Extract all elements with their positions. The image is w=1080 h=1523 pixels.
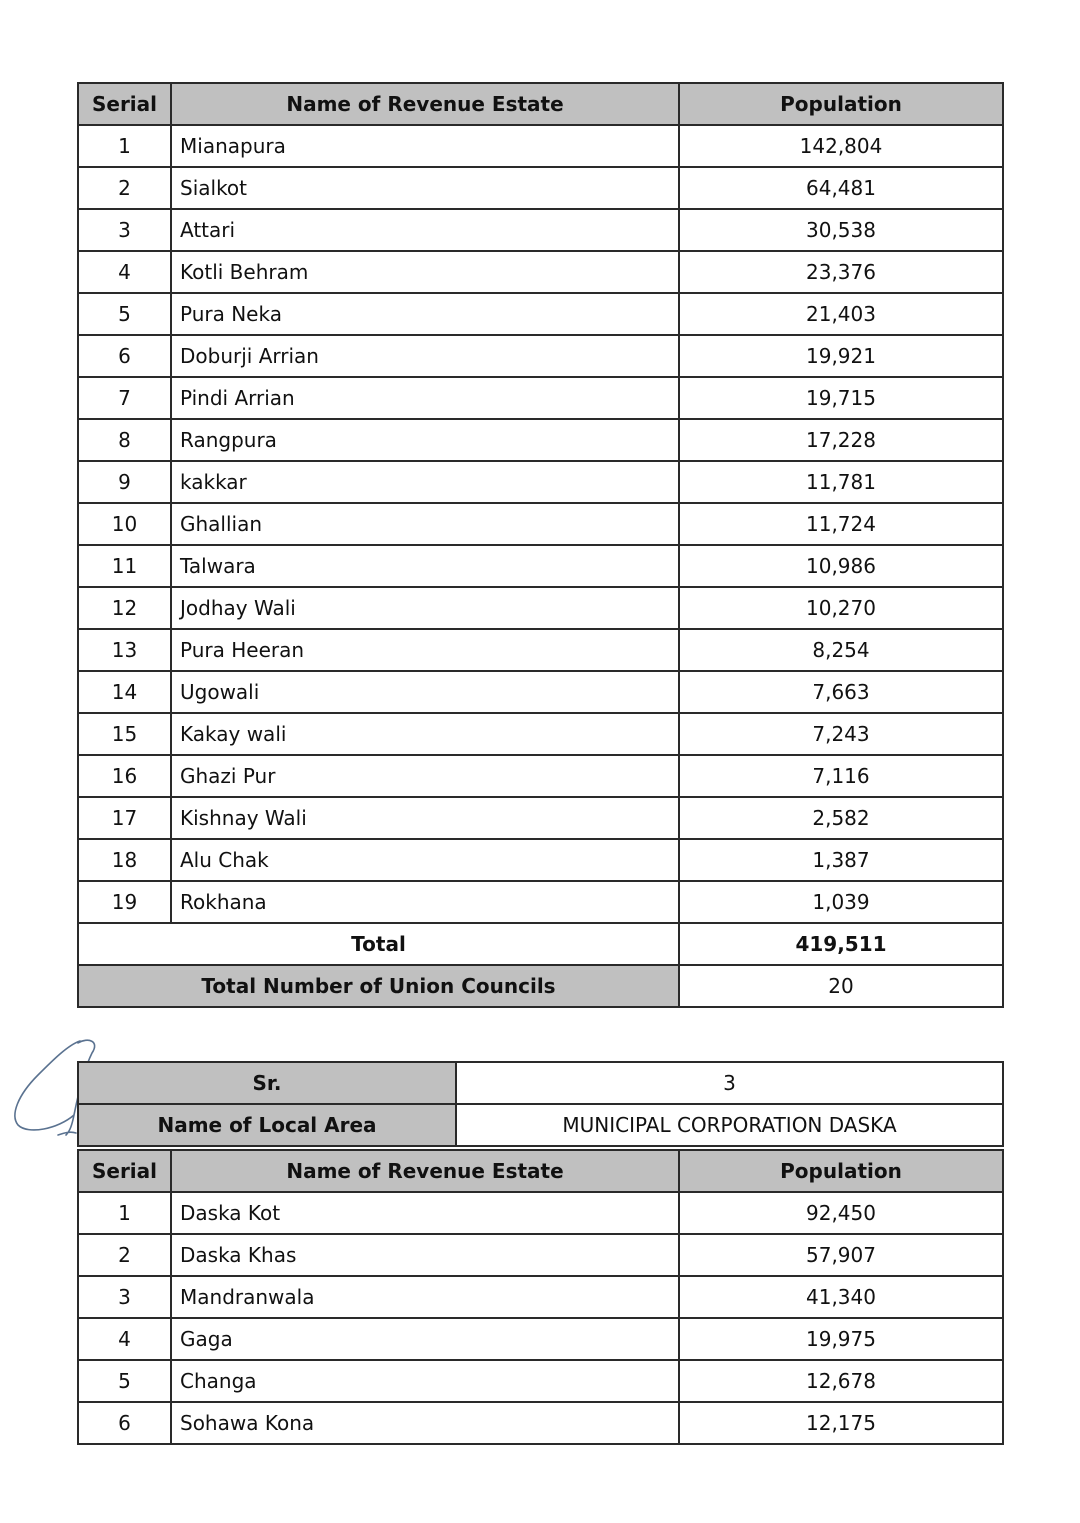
estate-name-cell: Ghazi Pur — [171, 755, 679, 797]
serial-cell: 6 — [78, 335, 171, 377]
estate-name-cell: Pindi Arrian — [171, 377, 679, 419]
table-row — [78, 1192, 1003, 1234]
local-area-table — [77, 1061, 1004, 1147]
serial-cell: 10 — [78, 503, 171, 545]
serial-cell: 14 — [78, 671, 171, 713]
serial-cell: 6 — [78, 1402, 171, 1444]
estate-name-cell: Mandranwala — [171, 1276, 679, 1318]
local-area-value: MUNICIPAL CORPORATION DASKA — [456, 1104, 1003, 1146]
table-row — [78, 755, 1003, 797]
estate-name-cell: Pura Heeran — [171, 629, 679, 671]
population-cell: 41,340 — [679, 1276, 1003, 1318]
population-cell: 11,781 — [679, 461, 1003, 503]
daska-revenue-estates-table — [77, 1149, 1004, 1445]
population-cell: 17,228 — [679, 419, 1003, 461]
total-label: Total — [78, 923, 679, 965]
table-row — [78, 1402, 1003, 1444]
header-serial: Serial — [78, 1150, 171, 1192]
serial-cell: 17 — [78, 797, 171, 839]
estate-name-cell: Doburji Arrian — [171, 335, 679, 377]
estate-name-cell: Changa — [171, 1360, 679, 1402]
estate-name-cell: Sialkot — [171, 167, 679, 209]
serial-cell: 2 — [78, 167, 171, 209]
population-cell: 12,175 — [679, 1402, 1003, 1444]
serial-cell: 2 — [78, 1234, 171, 1276]
table-row — [78, 629, 1003, 671]
table-row — [78, 293, 1003, 335]
table-row — [78, 1276, 1003, 1318]
population-cell: 57,907 — [679, 1234, 1003, 1276]
population-cell: 19,715 — [679, 377, 1003, 419]
table-row — [78, 1234, 1003, 1276]
population-cell: 19,921 — [679, 335, 1003, 377]
table-row — [78, 1318, 1003, 1360]
serial-cell: 1 — [78, 1192, 171, 1234]
sr-row — [78, 1062, 1003, 1104]
population-cell: 7,116 — [679, 755, 1003, 797]
population-cell: 30,538 — [679, 209, 1003, 251]
estate-name-cell: Alu Chak — [171, 839, 679, 881]
table-row — [78, 377, 1003, 419]
estate-name-cell: kakkar — [171, 461, 679, 503]
population-cell: 19,975 — [679, 1318, 1003, 1360]
population-cell: 10,986 — [679, 545, 1003, 587]
union-councils-label: Total Number of Union Councils — [78, 965, 679, 1007]
table-row — [78, 419, 1003, 461]
population-cell: 21,403 — [679, 293, 1003, 335]
serial-cell: 15 — [78, 713, 171, 755]
union-councils-value: 20 — [679, 965, 1003, 1007]
table-row — [78, 671, 1003, 713]
table-row — [78, 881, 1003, 923]
serial-cell: 4 — [78, 251, 171, 293]
serial-cell: 8 — [78, 419, 171, 461]
local-area-row — [78, 1104, 1003, 1146]
serial-cell: 7 — [78, 377, 171, 419]
estate-name-cell: Ugowali — [171, 671, 679, 713]
table-row — [78, 839, 1003, 881]
population-cell: 8,254 — [679, 629, 1003, 671]
estate-name-cell: Attari — [171, 209, 679, 251]
table-row — [78, 587, 1003, 629]
header-population: Population — [679, 1150, 1003, 1192]
population-cell: 7,663 — [679, 671, 1003, 713]
serial-cell: 13 — [78, 629, 171, 671]
serial-cell: 1 — [78, 125, 171, 167]
header-name: Name of Revenue Estate — [171, 83, 679, 125]
header-population: Population — [679, 83, 1003, 125]
estate-name-cell: Daska Khas — [171, 1234, 679, 1276]
estate-name-cell: Sohawa Kona — [171, 1402, 679, 1444]
population-cell: 11,724 — [679, 503, 1003, 545]
serial-cell: 19 — [78, 881, 171, 923]
population-cell: 92,450 — [679, 1192, 1003, 1234]
population-cell: 10,270 — [679, 587, 1003, 629]
table-row — [78, 335, 1003, 377]
total-value: 419,511 — [679, 923, 1003, 965]
serial-cell: 4 — [78, 1318, 171, 1360]
revenue-estates-table — [77, 82, 1004, 1008]
population-cell: 12,678 — [679, 1360, 1003, 1402]
population-cell: 64,481 — [679, 167, 1003, 209]
population-cell: 2,582 — [679, 797, 1003, 839]
estate-name-cell: Mianapura — [171, 125, 679, 167]
serial-cell: 18 — [78, 839, 171, 881]
estate-name-cell: Rangpura — [171, 419, 679, 461]
union-councils-row — [78, 965, 1003, 1007]
estate-name-cell: Jodhay Wali — [171, 587, 679, 629]
table-row — [78, 125, 1003, 167]
table-row — [78, 713, 1003, 755]
serial-cell: 5 — [78, 1360, 171, 1402]
local-area-label: Name of Local Area — [78, 1104, 456, 1146]
estate-name-cell: Kotli Behram — [171, 251, 679, 293]
serial-cell: 11 — [78, 545, 171, 587]
serial-cell: 9 — [78, 461, 171, 503]
estate-name-cell: Daska Kot — [171, 1192, 679, 1234]
estate-name-cell: Ghallian — [171, 503, 679, 545]
estate-name-cell: Talwara — [171, 545, 679, 587]
table-row — [78, 461, 1003, 503]
table-row — [78, 1360, 1003, 1402]
estate-name-cell: Rokhana — [171, 881, 679, 923]
estate-name-cell: Kishnay Wali — [171, 797, 679, 839]
table-row — [78, 167, 1003, 209]
estate-name-cell: Pura Neka — [171, 293, 679, 335]
serial-cell: 16 — [78, 755, 171, 797]
sr-label: Sr. — [78, 1062, 456, 1104]
table-header-row — [78, 1150, 1003, 1192]
population-cell: 23,376 — [679, 251, 1003, 293]
estate-name-cell: Gaga — [171, 1318, 679, 1360]
serial-cell: 3 — [78, 209, 171, 251]
table-row — [78, 797, 1003, 839]
table-row — [78, 503, 1003, 545]
population-cell: 1,387 — [679, 839, 1003, 881]
population-cell: 7,243 — [679, 713, 1003, 755]
header-name: Name of Revenue Estate — [171, 1150, 679, 1192]
table-header-row — [78, 83, 1003, 125]
header-serial: Serial — [78, 83, 171, 125]
serial-cell: 12 — [78, 587, 171, 629]
estate-name-cell: Kakay wali — [171, 713, 679, 755]
population-cell: 1,039 — [679, 881, 1003, 923]
table-row — [78, 545, 1003, 587]
population-cell: 142,804 — [679, 125, 1003, 167]
table-row — [78, 251, 1003, 293]
total-row — [78, 923, 1003, 965]
sr-value: 3 — [456, 1062, 1003, 1104]
serial-cell: 3 — [78, 1276, 171, 1318]
table-row — [78, 209, 1003, 251]
serial-cell: 5 — [78, 293, 171, 335]
